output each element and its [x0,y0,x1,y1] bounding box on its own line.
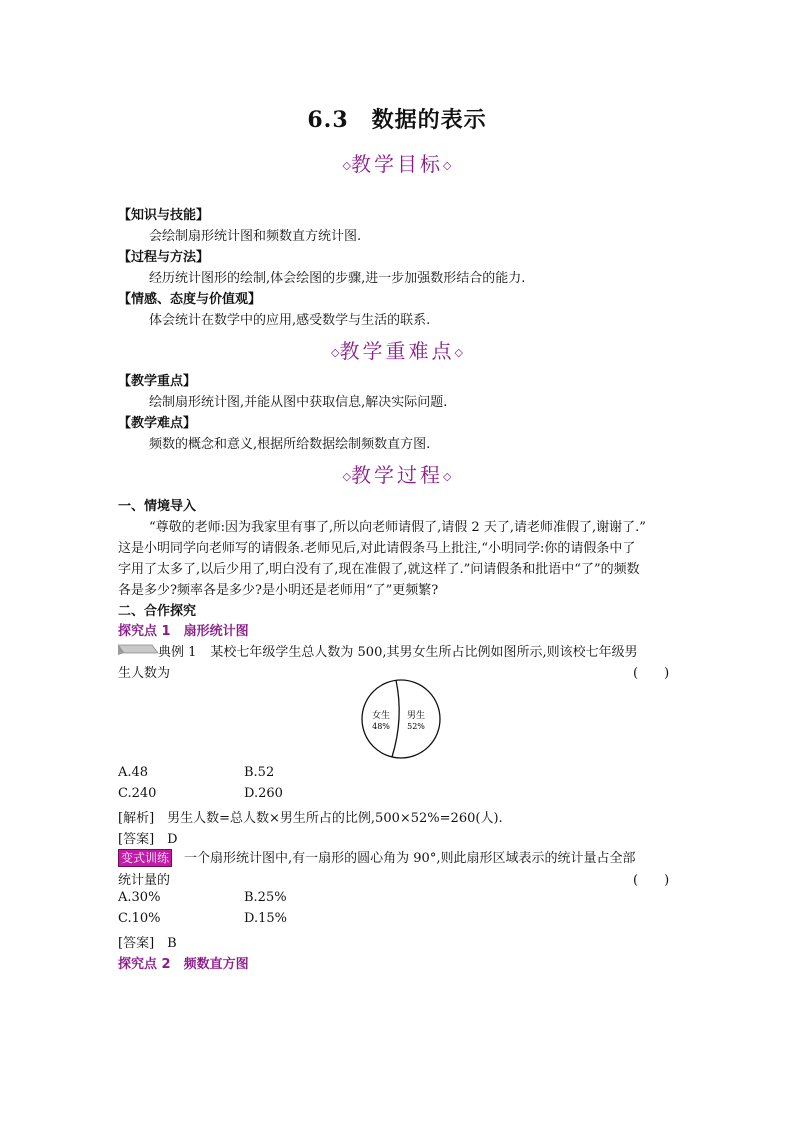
knowledge-heading: 【知识与技能】 [118,208,210,223]
option-c[interactable]: C.240 [118,786,157,801]
focus-heading: 【教学重点】 [118,374,197,389]
option-d[interactable]: D.15% [244,911,287,926]
example-flag-icon [118,642,158,656]
variant-line-1 [118,847,635,867]
intro-line: 各是多少?频率各是多少?是小明还是老师用“了”更频繁? [118,583,439,598]
section-process [0,459,794,488]
option-b[interactable]: B.25% [244,890,287,905]
diamond-icon: ◇ [342,159,351,172]
intro-line: 字用了太多了,以后少用了,明白没有了,现在准假了,就这样了.”问请假条和批语中“了”的频数 [118,562,640,577]
option-a[interactable]: A.30% [118,890,161,905]
diamond-icon: ◇ [342,470,351,483]
process-method-heading: 【过程与方法】 [118,250,210,265]
variant-badge: 变式训练 [118,849,172,867]
analysis-text: [解析] 男生人数=总人数×男生所占的比例,500×52%=260(人). [118,811,503,826]
section-goals-label: 教学目标 [351,152,443,176]
section-key-points-label: 教学重难点 [339,339,455,363]
part2-heading: 二、合作探究 [118,604,197,619]
example-question-text: 某校七年级学生总人数为 500,其男女生所占比例如图所示,则该校七年级男 [210,645,638,660]
answer-text: [答案] B [118,936,177,951]
page-title: 6.3 数据的表示 [307,107,487,133]
focus-text: 绘制扇形统计图,并能从图中获取信息,解决实际问题. [149,395,448,410]
section-goals [0,148,794,177]
emotion-text: 体会统计在数学中的应用,感受数学与生活的联系. [149,313,431,328]
diamond-icon: ◇ [443,159,452,172]
knowledge-text: 会绘制扇形统计图和频数直方统计图. [149,229,362,244]
section-process-label: 教学过程 [351,463,443,487]
part1-heading: 一、情境导入 [118,499,197,514]
diamond-icon: ◇ [331,346,340,359]
example-line-2: 生人数为 [118,666,171,681]
answer-text: [答案] D [118,832,178,847]
pie-label-male: 男生 [406,711,426,721]
example-line-1 [158,641,638,660]
answer-blank: ( ) [633,666,670,681]
option-c[interactable]: C.10% [118,911,161,926]
section-key-points [0,335,794,364]
option-a[interactable]: A.48 [118,765,149,780]
answer-blank: ( ) [633,873,670,888]
pie-value-female: 48% [372,722,390,731]
pie-chart [360,678,442,760]
pie-value-male: 52% [407,722,425,731]
option-b[interactable]: B.52 [244,765,275,780]
option-d[interactable]: D.260 [244,786,283,801]
variant-question-text: 一个扇形统计图中,有一扇形的圆心角为 90°,则此扇形区域表示的统计量占全部 [184,851,636,866]
explore-point-1: 探究点 1 扇形统计图 [118,624,249,639]
emotion-heading: 【情感、态度与价值观】 [118,292,262,307]
explore-point-2: 探究点 2 频数直方图 [118,957,249,972]
intro-line: 这是小明同学向老师写的请假条.老师见后,对此请假条马上批注,“小明同学:你的请假条中了 [118,541,636,556]
example-label: 典例 1 [158,645,197,660]
diamond-icon: ◇ [454,346,463,359]
difficulty-text: 频数的概念和意义,根据所给数据绘制频数直方图. [149,437,431,452]
intro-line: “尊敬的老师:因为我家里有事了,所以向老师请假了,请假 2 天了,请老师准假了,谢谢了.” [149,520,646,535]
pie-label-female: 女生 [371,711,391,721]
process-method-text: 经历统计图形的绘制,体会绘图的步骤,进一步加强数形结合的能力. [149,271,526,286]
diamond-icon: ◇ [443,470,452,483]
variant-line-2: 统计量的 [118,873,171,888]
difficulty-heading: 【教学难点】 [118,416,197,431]
